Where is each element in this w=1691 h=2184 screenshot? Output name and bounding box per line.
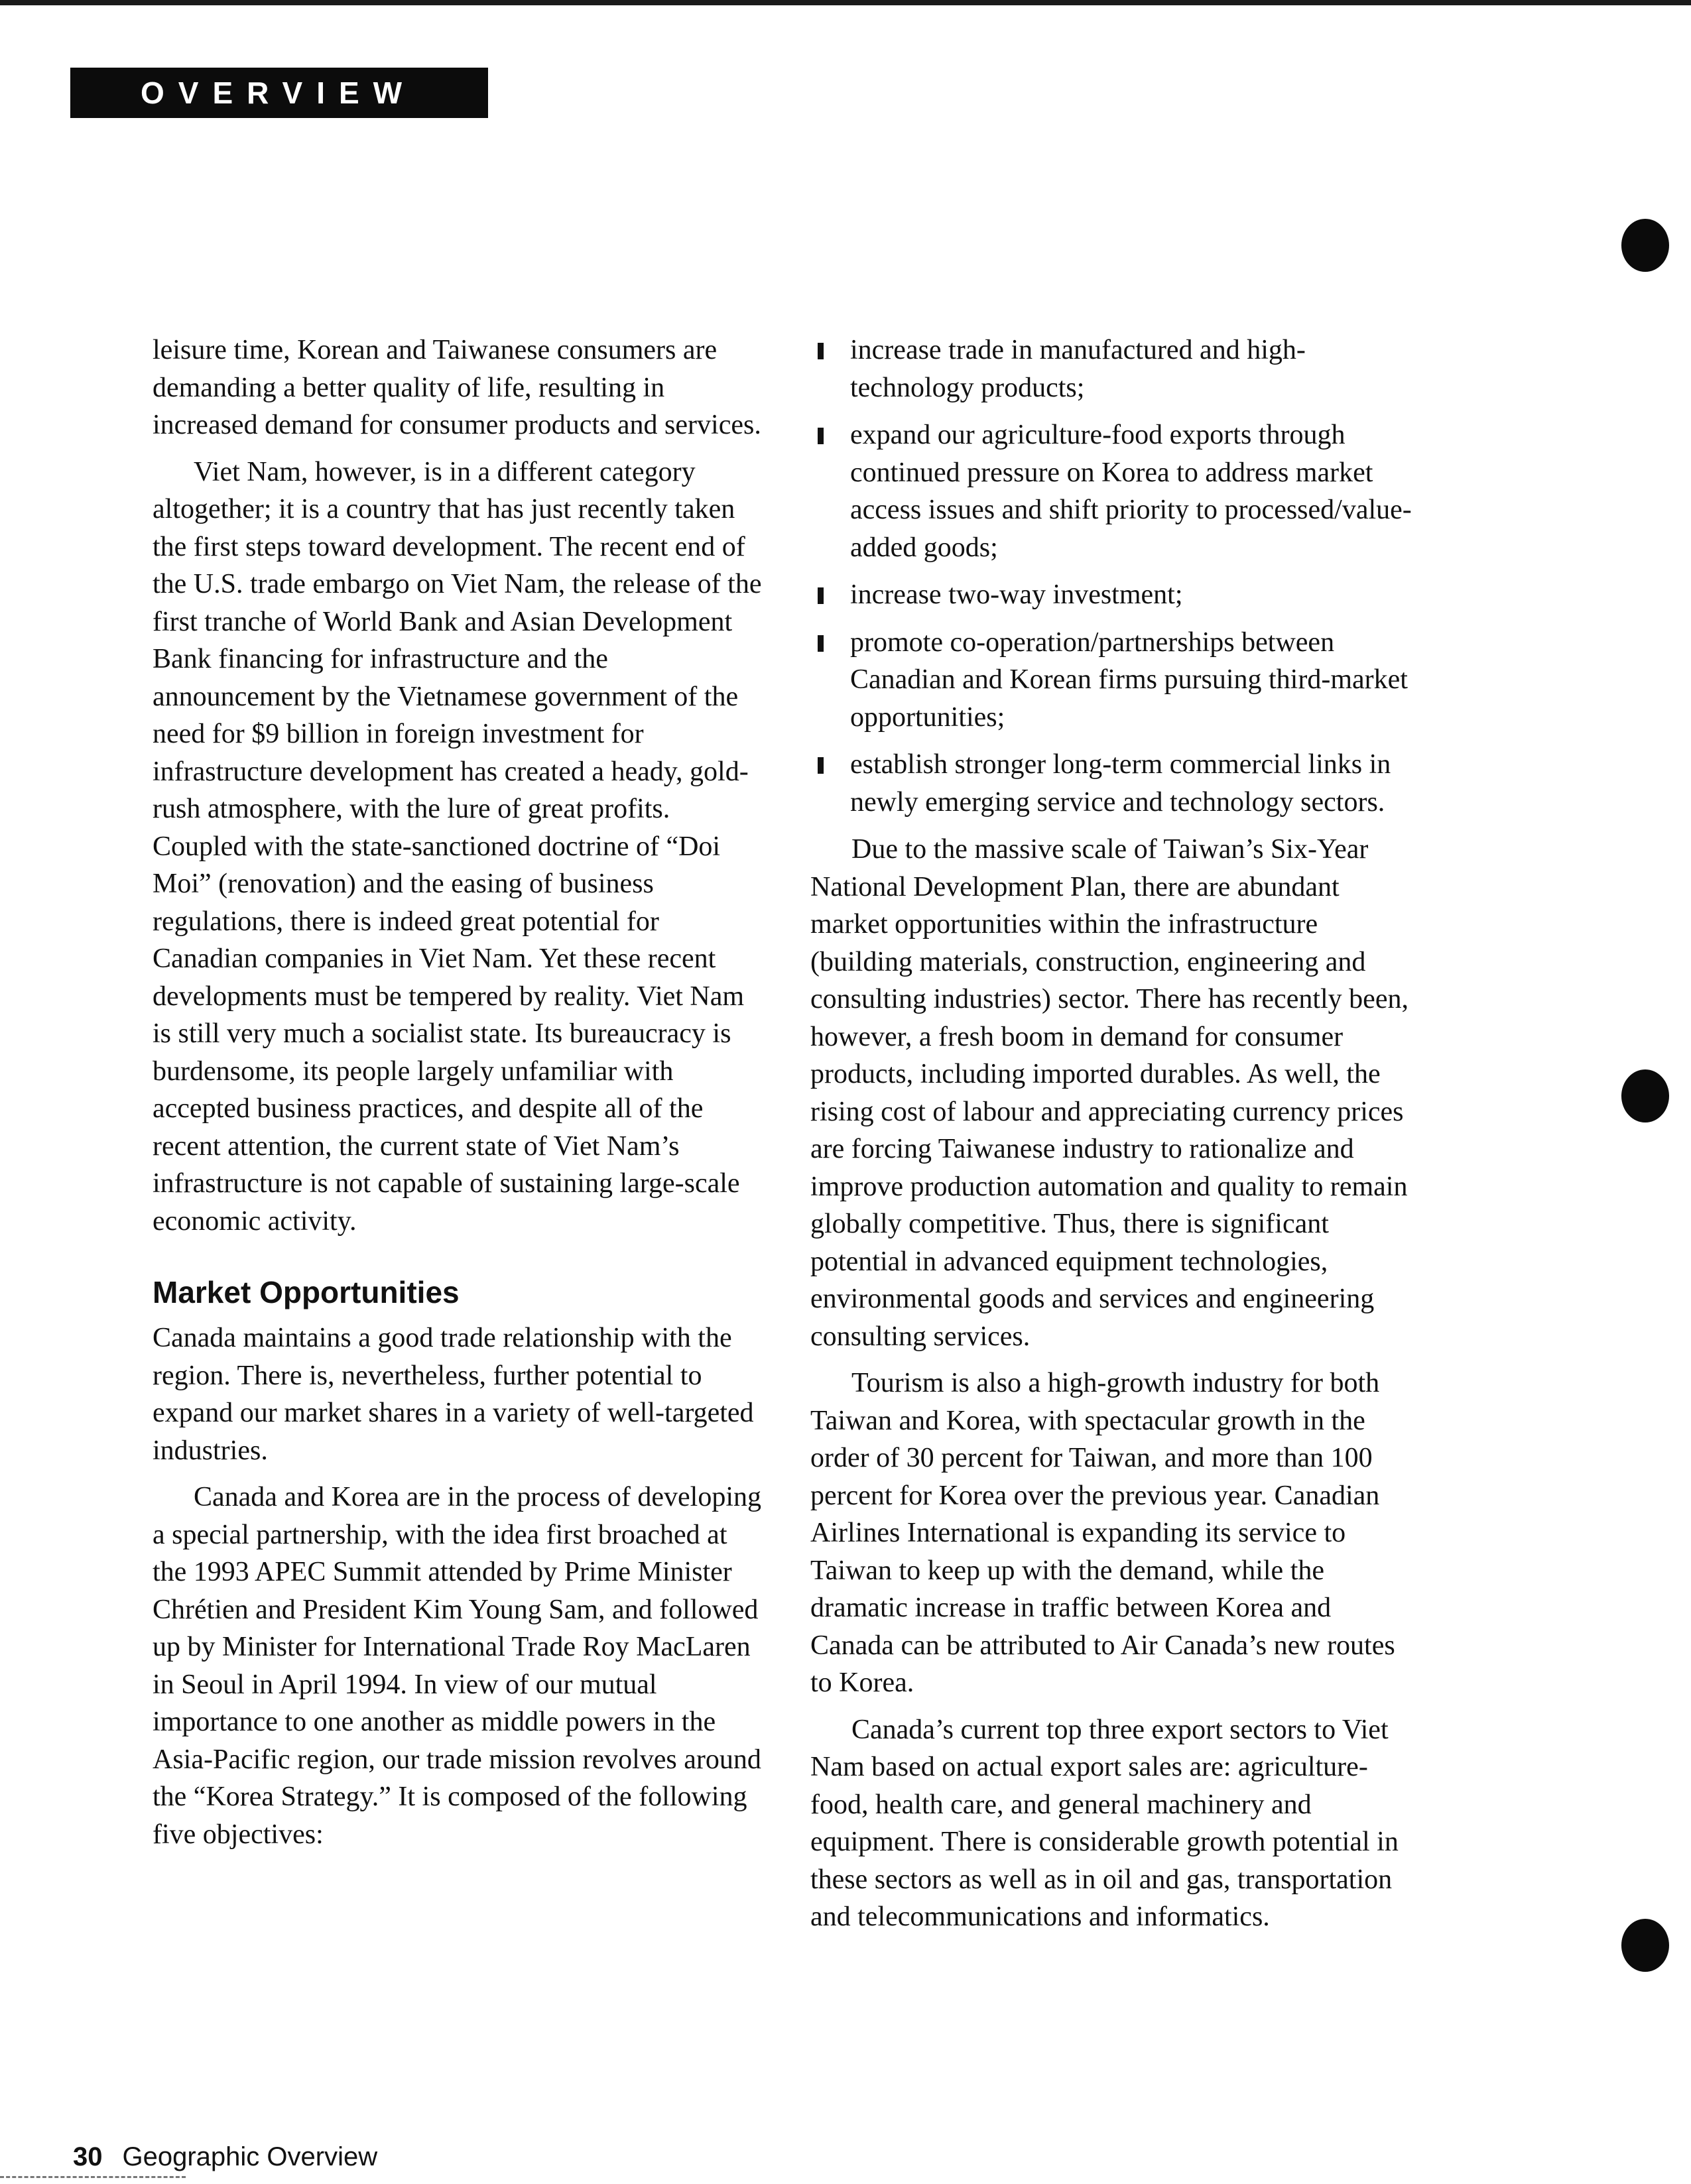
list-item: expand our agriculture-food exports through continued pressure on Korea to address market access issues and shift priority to processed/value-added goods; [810,416,1414,566]
paragraph-consumer-demand: leisure time, Korean and Taiwanese consumers are demanding a better quality of life, resulting in increased demand for consumer products and services. [153,335,761,440]
paragraph-korea-partnership: Canada and Korea are in the process of developing a special partnership, with the idea first broached at the 1993 APEC Summit attended by Prime Minister Chrétien and President Kim Young Sam, and followed up by Minister for International Trade Roy MacLaren in Seoul in April 1994. In view of our mutual importance to one another as middle powers in the Asia-Pacific region, our trade mission revolves around the “Korea Strategy.” It is composed of the following five objectives: [153,1482,761,1850]
list-item: promote co-operation/partnerships between Canadian and Korean firms pursuing third-market opportunities; [810,624,1414,737]
paragraph-trade-relationship: Canada maintains a good trade relationship with the region. There is, nevertheless, further potential to expand our market shares in a variety of well-targeted industries. [153,1323,754,1466]
page-number: 30 [73,2142,103,2171]
heading-market-opportunities: Market Opportunities [153,1275,460,1309]
right-column [810,332,1414,1936]
list-item: establish stronger long-term commercial links in newly emerging service and technology sectors. [810,746,1414,821]
binder-hole-bottom [1621,1919,1669,1972]
bullet-marker [818,757,824,774]
bottom-edge-mark [0,2176,186,2181]
footer-section-title: Geographic Overview [122,2142,378,2171]
binder-hole-top [1621,219,1669,272]
paragraph-viet-nam: Viet Nam, however, is in a different category altogether; it is a country that has just recently taken the first steps toward development. The recent end of the U.S. trade embargo on Viet Nam, the release of the first tranche of World Bank and Asian Development Bank financing for infrastructure and the announcement by the Vietnamese government of the need for $9 billion in foreign investment for infrastructure development has created a heady, gold-rush atmosphere, with the lure of great profits. Coupled with the state-sanctioned doctrine of “Doi Moi” (renovation) and the easing of business regulations, there is indeed great potential for Canadian companies in Viet Nam. Yet these recent developments must be tempered by reality. Viet Nam is still very much a socialist state. Its bureaucracy is burdensome, its people largely unfamiliar with accepted business practices, and despite all of the recent attention, the current state of Viet Nam’s infrastructure is not capable of sustaining large-scale economic activity. [153,456,762,1237]
bullet-marker [818,428,824,444]
bullet-marker [818,587,824,604]
section-header-bar: OVERVIEW [70,68,488,118]
paragraph-tourism: Tourism is also a high-growth industry for both Taiwan and Korea, with spectacular growth in the order of 30 percent for Taiwan, and more than 100 percent for Korea over the previous year. Canadian Airlines International is expanding its service to Taiwan to keep up with the demand, while the dramatic increase in traffic between Korea and Canada can be attributed to Air Canada’s new routes to Korea. [810,1368,1395,1698]
list-item: increase trade in manufactured and high-technology products; [810,332,1414,406]
paragraph-taiwan-plan: Due to the massive scale of Taiwan’s Six-Year National Development Plan, there are abundant market opportunities within the infrastructure (building materials, construction, engineering and consulting industries) sector. There has recently been, however, a fresh boom in demand for consumer products, including imported durables. As well, the rising cost of labour and appreciating currency prices are forcing Taiwanese industry to rationalize and improve production automation and quality to remain globally competitive. Thus, there is significant potential in advanced equipment technologies, environmental goods and services and engineering consulting services. [810,834,1409,1352]
top-edge-line [0,0,1691,5]
left-column [153,332,763,1853]
paragraph-export-sectors: Canada’s current top three export sectors to Viet Nam based on actual export sales are: agriculture-food, health care, and general machinery and equipment. There is considerable growth potential in these sectors as well as in oil and gas, transportation and telecommunications and informatics. [810,1714,1399,1932]
bullet-marker [818,635,824,652]
binder-hole-middle [1621,1069,1669,1122]
bullet-marker [818,343,824,359]
list-item: increase two-way investment; [810,576,1414,614]
page-footer [73,2138,377,2175]
objectives-list [810,332,1414,821]
